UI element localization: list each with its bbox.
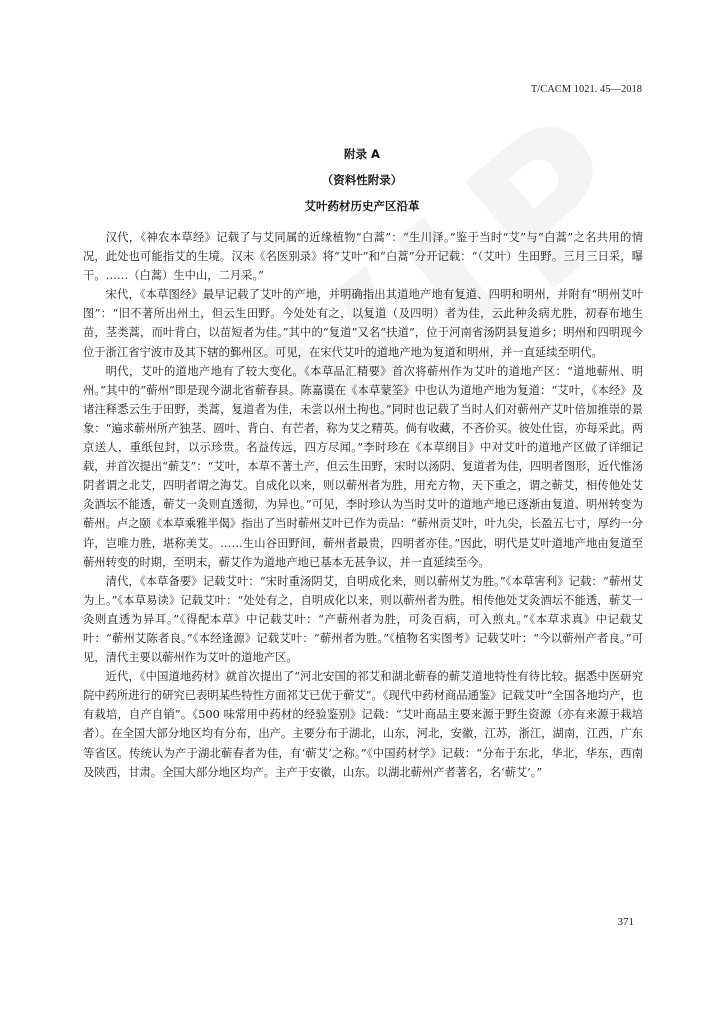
paragraph-ming-dynasty: 明代，艾叶的道地产地有了较大变化。《本草品汇精要》首次将蕲州作为艾叶的道地产区：“道地蕲州、明州。”其中的“蕲州”即是现今湖北省蕲春县。陈嘉谟在《本草蒙筌》中也认为道地产地为复道：“艾叶，《本经》及诸注释悉云生于田野，类蒿，复道者为佳，未尝以州土拘也。”同时也记载了当时人们对蕲州产艾叶倍加推崇的景象：“遍求蕲州所产独茎、圆叶、背白、有芒者，称为艾之精英。倘有收藏，不吝价买。彼处仕宦，亦每采此。两京送人，重纸包封，以示珍贵。名益传远，四方尽闻。”李时珍在《本草纲目》中对艾叶的道地产区做了详细记载，并首次提出“蕲艾”：“艾叶，本草不著土产，但云生田野，宋时以汤阴、复道者为佳，四明者图形，近代惟汤阴者谓之北艾，四明者谓之海艾。自成化以来，则以蕲州者为胜，用充方物，天下重之，谓之蕲艾，相传他处艾灸酒坛不能透，蕲艾一灸则直透彻，为异也。”可见，李时珍认为当时艾叶的道地产地已逐渐由复道、明州转变为蕲州。卢之颐《本草乘雅半偈》指出了当时蕲州艾叶已作为贡品：“蕲州贡艾叶，叶九尖，长盈五七寸，厚约一分许，岂唯力胜，堪称美艾。……生山谷田野间，蕲州者最贵，四明者亦佳。”因此，明代是艾叶道地产地由复道至蕲州转变的时期，至明末，蕲艾作为道地产地已基本无甚争议，并一直延续至今。 bbox=[83, 364, 643, 569]
paragraph-modern-era: 近代，《中国道地药材》就首次提出了“河北安国的祁艾和湖北蕲春的蕲艾道地特性有待比较。据悉中医研究院中药所进行的研究已表明某些特性方面祁艾已优于蕲艾”。《现代中药材商品通鉴》记载艾叶“全国各地均产，也有栽培，自产自销”。《500 味常用中药材的经验鉴别》记载：“艾叶商品主要来源于野生资源（亦有来源于栽培者）。在全国大部分地区均有分布，出产。主要分布于湖北，山东，河北，安徽，江苏，浙江，湖南，江西，广东等省区。传统认为产于湖北蕲春者为佳，有‘蕲艾’之称。”《中国药材学》记载：“分布于东北，华北，华东，西南及陕西，甘肃。全国大部分地区均产。主产于安徽，山东。以湖北蕲州产者著名，名‘蕲艾’。” bbox=[83, 670, 643, 779]
paragraph-song-dynasty: 宋代，《本草图经》最早记载了艾叶的产地，并明确指出其道地产地有复道、四明和明州，并附有“明州艾叶图”：“旧不著所出州土，但云生田野。今处处有之，以复道（及四明）者为佳，云此种灸病尤胜，初春布地生苗，茎类蒿，而叶背白，以苗短者为佳。”其中的“复道”又名“扶道”，位于河南省汤阴县复道乡；明州和四明现今位于浙江省宁波市及其下辖的鄞州区。可见，在宋代艾叶的道地产地为复道和明州，并一直延续至明代。 bbox=[83, 288, 643, 359]
body-text bbox=[83, 228, 643, 782]
appendix-type: （资料性附录） bbox=[321, 173, 403, 187]
appendix-title: 附录 A bbox=[344, 147, 380, 161]
paragraph-han-dynasty: 汉代，《神农本草经》记载了与艾同属的近缘植物“白蒿”：“生川泽。”鉴于当时“艾”与“白蒿”之名共用的情况，此处也可能指艾的生境。汉末《名医别录》将“艾叶”和“白蒿”分开记载：“（艾叶）生田野。三月三日采，曝干。……（白蒿）生中山，二月采。” bbox=[83, 231, 643, 283]
paragraph-qing-dynasty: 清代，《本草备要》记载艾叶：“宋时重汤阴艾，自明成化来，则以蕲州艾为胜。”《本草害利》记载：“蕲州艾为上。”《本草易读》记载艾叶：“处处有之，自明成化以来，则以蕲州者为胜。相传他处艾灸酒坛不能透，蕲艾一灸则直透为异耳。”《得配本草》中记载艾叶：“产蕲州者为胜，可灸百病，可入煎丸。”《本草求真》中记载艾叶：“蕲州艾陈者良。”《本经逢源》记载艾叶：“蕲州者为胜。”《植物名实图考》记载艾叶：“今以蕲州产者良。”可见，清代主要以蕲州作为艾叶的道地产区。 bbox=[83, 574, 643, 665]
page-number: 371 bbox=[617, 916, 634, 928]
standard-code-header: T/CACM 1021. 45—2018 bbox=[530, 84, 642, 95]
section-title: 艾叶药材历史产区沿革 bbox=[304, 199, 420, 213]
